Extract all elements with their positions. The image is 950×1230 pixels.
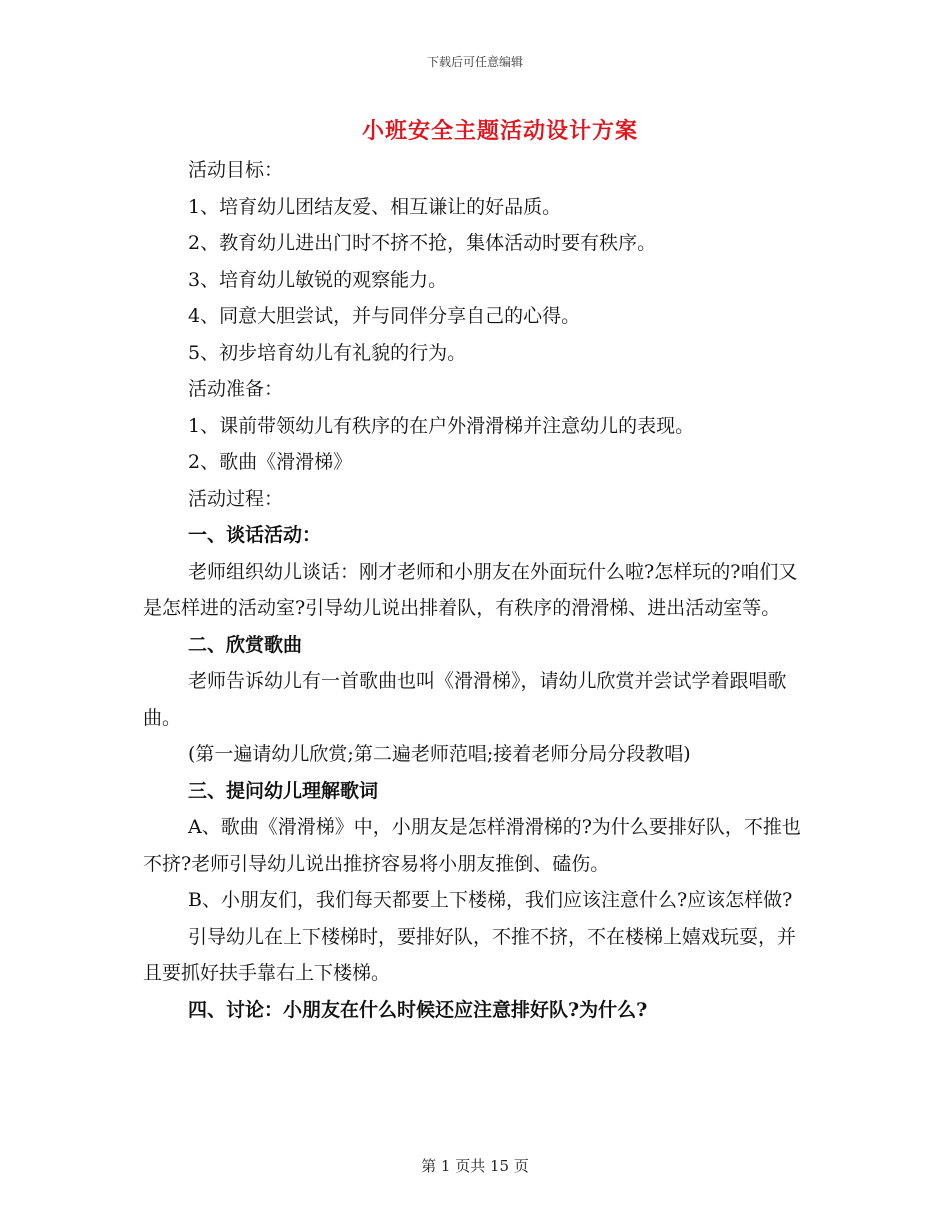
preparation-item-2: 2、歌曲《滑滑梯》 [188, 451, 353, 473]
step-1-paragraph: 老师组织幼儿谈话：刚才老师和小朋友在外面玩什么啦?怎样玩的?咱们又是怎样进的活动室?引导幼儿说出排着队，有秩序的滑滑梯、进出活动室等。 [143, 560, 798, 619]
step-heading-3: 三、提问幼儿理解歌词 [188, 779, 379, 802]
section-heading-preparation: 活动准备： [188, 378, 284, 400]
goal-item-3: 3、培育幼儿敏锐的观察能力。 [188, 268, 448, 291]
page-footer: 第 1 页共 15 页 [421, 1157, 529, 1175]
document-title: 小班安全主题活动设计方案 [361, 118, 638, 144]
document-body [143, 152, 813, 1028]
step-3-question-b: B、小朋友们，我们每天都要上下楼梯，我们应该注意什么?应该怎样做? [188, 889, 793, 911]
step-heading-4: 四、讨论：小朋友在什么时候还应注意排好队?为什么? [188, 998, 648, 1021]
goal-item-5: 5、初步培育幼儿有礼貌的行为。 [188, 341, 467, 364]
preparation-item-1: 1、课前带领幼儿有秩序的在户外滑滑梯并注意幼儿的表现。 [188, 414, 695, 437]
goal-item-1: 1、培育幼儿团结友爱、相互谦让的好品质。 [188, 195, 562, 218]
step-heading-1: 一、谈话活动： [188, 524, 322, 546]
section-heading-goals: 活动目标： [188, 159, 284, 181]
step-3-guidance: 引导幼儿在上下楼梯时，要排好队，不推不挤，不在楼梯上嬉戏玩耍，并且要抓好扶手靠右上下楼梯。 [143, 925, 797, 984]
step-2-note: (第一遍请幼儿欣赏;第二遍老师范唱;接着老师分局分段教唱) [188, 743, 691, 765]
step-heading-2: 二、欣赏歌曲 [188, 633, 303, 656]
goal-item-4: 4、同意大胆尝试，并与同伴分享自己的心得。 [188, 305, 581, 327]
header-note: 下载后可任意编辑 [426, 55, 523, 69]
step-2-paragraph: 老师告诉幼儿有一首歌曲也叫《滑滑梯》，请幼儿欣赏并尝试学着跟唱歌曲。 [143, 670, 787, 729]
step-3-question-a: A、歌曲《滑滑梯》中，小朋友是怎样滑滑梯的?为什么要排好队，不推也不挤?老师引导幼儿说出推挤容易将小朋友推倒、磕伤。 [143, 816, 801, 875]
goal-item-2: 2、教育幼儿进出门时不挤不抢，集体活动时要有秩序。 [188, 232, 657, 254]
section-heading-process: 活动过程： [188, 487, 284, 510]
